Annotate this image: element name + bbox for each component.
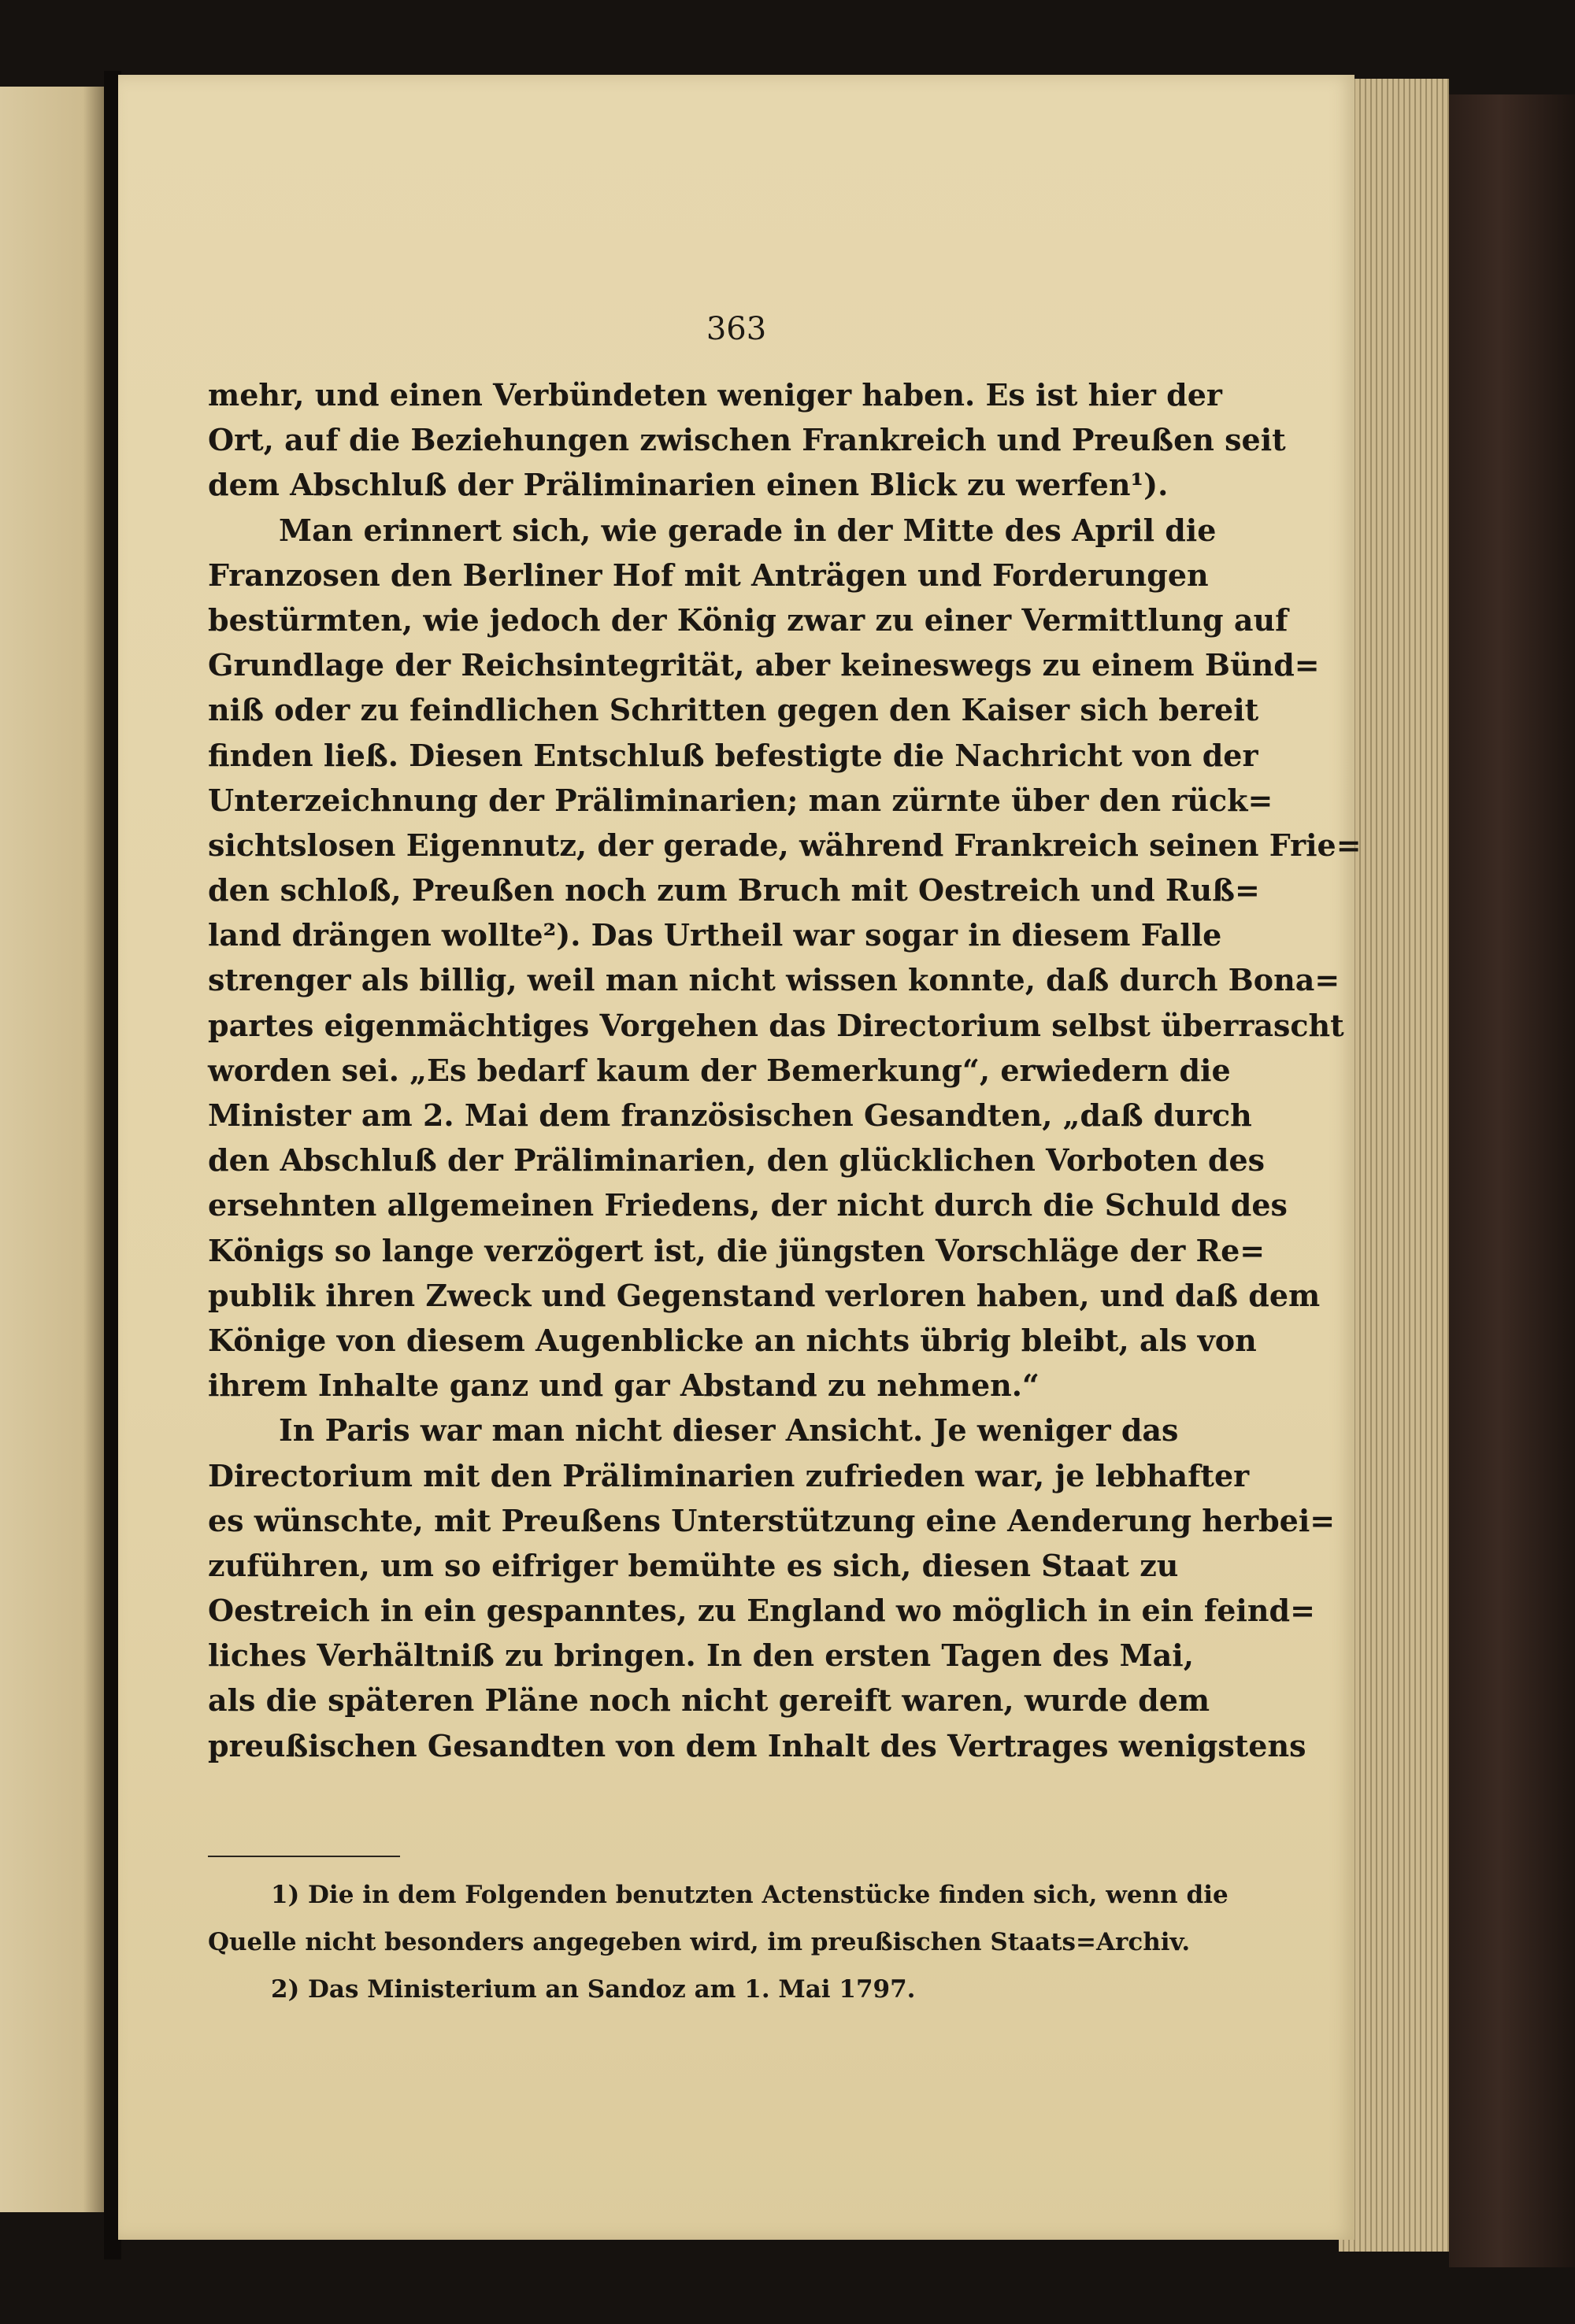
page-edges — [1339, 79, 1449, 2252]
text-line: liches Verhältniß zu bringen. In den ersten Tagen des Mai, — [208, 1638, 1194, 1674]
text-line: finden ließ. Diesen Entschluß befestigte die Nachricht von der — [208, 737, 1258, 773]
footnote-line: 2) Das Ministerium an Sandoz am 1. Mai 1797. — [271, 1975, 916, 2004]
text-line: dem Abschluß der Präliminarien einen Blick zu werfen¹). — [208, 467, 1169, 503]
text-line: Königs so lange verzögert ist, die jüngsten Vorschläge der Re= — [208, 1232, 1266, 1268]
text-line: Minister am 2. Mai dem französischen Gesandten, „daß durch — [208, 1097, 1252, 1133]
footnotes — [208, 1871, 1228, 2013]
text-line: partes eigenmächtiges Vorgehen das Directorium selbst überrascht — [208, 1007, 1344, 1043]
footnote-separator — [208, 1856, 400, 1857]
text-line: Directorium mit den Präliminarien zufrieden war, je lebhafter — [208, 1457, 1250, 1493]
text-line: Grundlage der Reichsintegrität, aber keineswegs zu einem Bünd= — [208, 647, 1320, 683]
text-line: als die späteren Pläne noch nicht gereift waren, wurde dem — [208, 1682, 1210, 1719]
text-line: es wünschte, mit Preußens Unterstützung eine Aenderung herbei= — [208, 1502, 1336, 1538]
text-line: den schloß, Preußen noch zum Bruch mit Oestreich und Ruß= — [208, 872, 1260, 909]
text-line: zuführen, um so eifriger bemühte es sich, diesen Staat zu — [208, 1547, 1179, 1583]
text-line: bestürmten, wie jedoch der König zwar zu einer Vermittlung auf — [208, 601, 1288, 638]
text-line: ihrem Inhalte ganz und gar Abstand zu nehmen.“ — [208, 1367, 1040, 1404]
body-text — [208, 372, 1362, 1768]
text-line: mehr, und einen Verbündeten weniger haben. Es ist hier der — [208, 377, 1222, 413]
text-line: land drängen wollte²). Das Urtheil war sogar in diesem Falle — [208, 917, 1222, 953]
book-page — [118, 75, 1362, 2240]
page-number: 363 — [706, 311, 767, 347]
text-line: Ort, auf die Beziehungen zwischen Frankreich und Preußen seit — [208, 422, 1286, 458]
book-cover-edge — [1449, 94, 1575, 2267]
text-line: Franzosen den Berliner Hof mit Anträgen und Forderungen — [208, 557, 1209, 593]
text-line: Man erinnert sich, wie gerade in der Mitte des April die — [279, 512, 1217, 548]
text-line: Könige von diesem Augenblicke an nichts übrig bleibt, als von — [208, 1322, 1257, 1358]
text-line: sichtslosen Eigennutz, der gerade, während Frankreich seinen Frie= — [208, 827, 1362, 863]
text-line: den Abschluß der Präliminarien, den glücklichen Vorboten des — [208, 1142, 1266, 1179]
text-line: Oestreich in ein gespanntes, zu England wo möglich in ein feind= — [208, 1593, 1315, 1629]
text-line: ersehnten allgemeinen Friedens, der nicht durch die Schuld des — [208, 1187, 1288, 1223]
text-line: niß oder zu feindlichen Schritten gegen den Kaiser sich bereit — [208, 692, 1259, 728]
text-line: publik ihren Zweck und Gegenstand verloren haben, und daß dem — [208, 1277, 1321, 1313]
text-line: In Paris war man nicht dieser Ansicht. Je weniger das — [279, 1412, 1179, 1449]
text-line: strenger als billig, weil man nicht wissen konnte, daß durch Bona= — [208, 962, 1340, 998]
text-line: preußischen Gesandten von dem Inhalt des Vertrages wenigstens — [208, 1727, 1306, 1763]
footnote-line: 1) Die in dem Folgenden benutzten Actenstücke finden sich, wenn die — [271, 1881, 1228, 1909]
text-line: worden sei. „Es bedarf kaum der Bemerkung“, erwiedern die — [208, 1052, 1231, 1088]
text-line: Unterzeichnung der Präliminarien; man zürnte über den rück= — [208, 782, 1273, 818]
left-page-edge — [0, 87, 104, 2212]
footnote-line: Quelle nicht besonders angegeben wird, im preußischen Staats=Archiv. — [208, 1928, 1191, 1956]
